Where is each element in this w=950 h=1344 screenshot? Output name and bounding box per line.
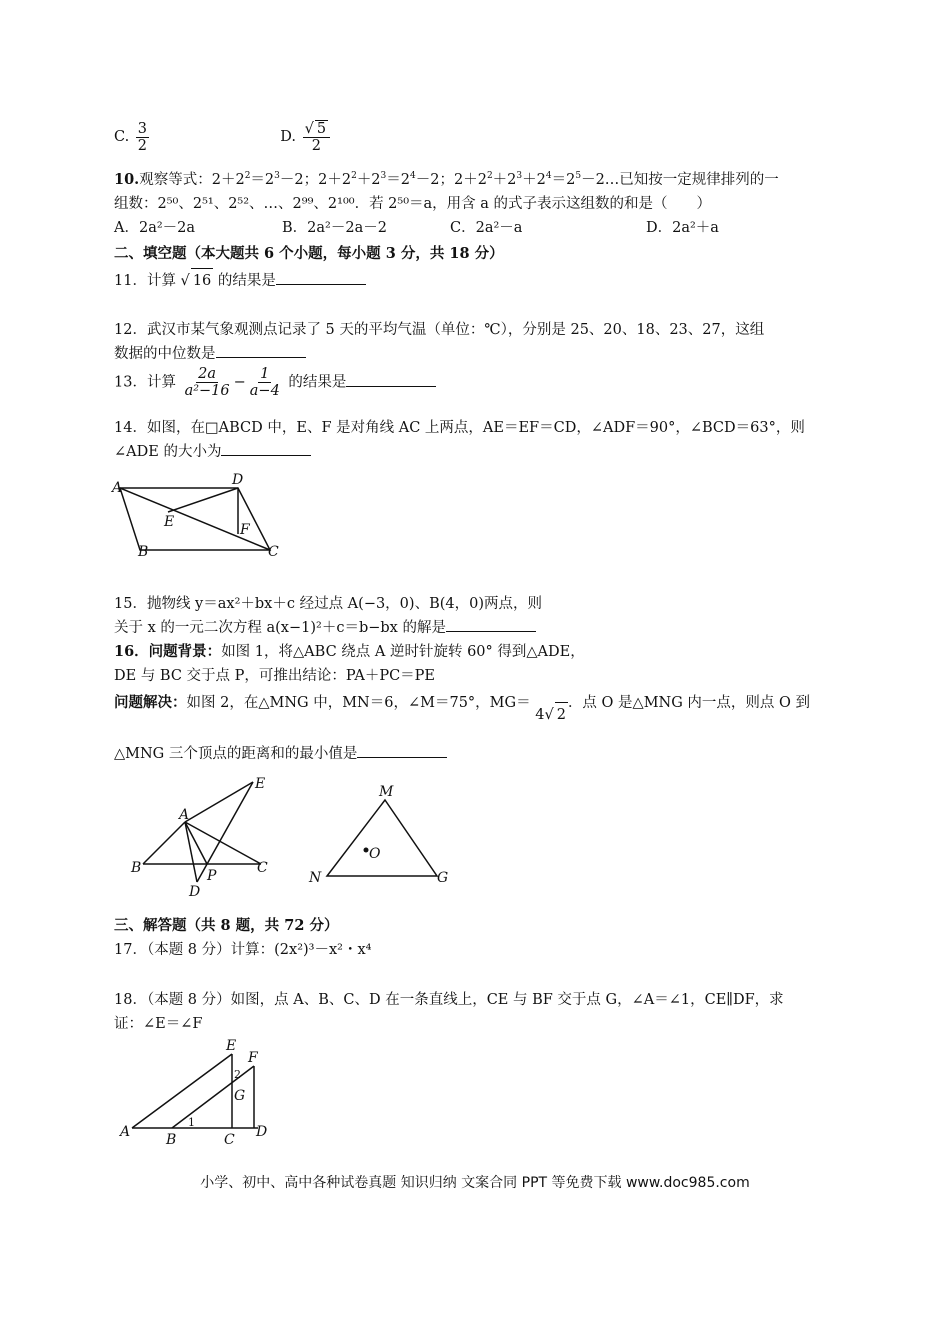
fig18-label-d: D [256,1124,268,1140]
q10-option-a: A．2a²－2a [114,220,196,236]
fig16-label-m: M [379,784,394,800]
q18-line1: 18．（本题 8 分）如图，点 A、B、C、D 在一条直线上，CE 与 BF 交于点 G，∠A＝∠1，CE∥DF，求 [114,992,784,1008]
option-d-fraction: $\frac{√ 5}{2}$ [303,120,330,154]
page-footer: 小学、初中、高中各种试卷真题 知识归纳 文案合同 PPT 等免费下载 www.doc985.com [200,1175,750,1191]
q16-solve: 问题解决：如图 2，在△MNG 中，MN＝6，∠M＝75°，MG＝ 4√ 2．点 O 是△MNG 内一点，则点 O 到 [114,690,844,730]
q14-line1: 14．如图，在□ABCD 中，E、F 是对角线 AC 上两点，AE＝EF＝CD，∠ADF＝90°，∠BCD＝63°，则 [114,420,805,436]
fig16-label-o: O [369,846,381,862]
fig18-label-2: 2 [234,1068,241,1081]
q13-answer-blank[interactable] [346,372,436,387]
q16-figure-1 [125,772,285,900]
fig14-label-d: D [232,472,244,488]
fig16-label-e: E [255,776,266,792]
q12-line2: 数据的中位数是 [114,342,844,366]
option-d-label: D. [280,129,296,145]
fig16-label-p: P [207,868,217,884]
q17: 17．（本题 8 分）计算：(2x²)³－x²・x⁴ [114,942,372,958]
fig16-label-a: A [179,807,190,823]
fig16-label-d: D [189,884,201,900]
q18-line2: 证：∠E＝∠F [114,1016,203,1032]
option-c-fraction: $\frac{3}{2}$ [137,120,148,154]
q11-answer-blank[interactable] [276,270,366,285]
q16-line3: △MNG 三个顶点的距离和的最小值是 [114,742,844,766]
fig18-label-f: F [248,1050,258,1066]
fig16-label-n: N [309,870,322,886]
q14-line2: ∠ADE 的大小为 [114,440,844,464]
fig16-label-g: G [437,870,449,886]
q10-option-c: C．2a²－a [450,220,523,236]
q10-option-d: D．2a²＋a [646,220,719,236]
fig18-label-g: G [234,1088,246,1104]
fig14-label-c: C [268,544,279,560]
fig14-label-b: B [138,544,149,560]
q16-answer-blank[interactable] [357,743,447,758]
q16-background: 16．问题背景：如图 1，将△ABC 绕点 A 逆时针旋转 60° 得到△ADE， [114,643,585,660]
q16-figure-2 [305,780,455,890]
fig18-label-c: C [224,1132,235,1148]
q14-answer-blank[interactable] [221,441,311,456]
option-c-label: C. [114,129,130,145]
section-2-heading: 二、填空题（本大题共 6 个小题，每小题 3 分，共 18 分） [114,245,504,262]
fig14-label-e: E [164,514,175,530]
q10-line1: 10.观察等式：$2+2^2=2^3-2$；$2+2^2+2^3=2^4-2$；$2+2^2+2^3+2^4=2^5-2\dots$已知按一定规律排列的一 [114,171,779,188]
q15-line1: 15．抛物线 y＝ax²＋bx＋c 经过点 A(−3，0)、B(4，0)两点，则 [114,596,542,612]
q13: 13．计算 $\frac{2a}{\text{a²−16}}$ − $\frac{1}{a-4}$ 的结果是 [114,366,844,410]
fig18-label-a: A [120,1124,131,1140]
q16-background-line2: DE 与 BC 交于点 P，可推出结论：PA＋PC＝PE [114,668,436,684]
fig14-label-f: F [240,522,250,538]
q10-line2: 组数：2⁵⁰、2⁵¹、2⁵²、…、2⁹⁹、2¹⁰⁰．若 2⁵⁰＝a，用含 a 的式子表示这组数的和是（ ） [114,196,712,212]
q12-answer-blank[interactable] [216,343,306,358]
fig18-label-e: E [226,1038,237,1054]
q15-line2: 关于 x 的一元二次方程 a(x−1)²＋c＝b−bx 的解是 [114,616,844,640]
q10-options [114,216,844,240]
q14-parallelogram-figure [110,466,310,576]
fig14-label-a: A [112,480,123,496]
q11: 11．计算 √ 16 的结果是 [114,268,844,293]
q10-option-b: B．2a²－2a－2 [282,220,387,236]
fig16-label-c: C [257,860,268,876]
q15-answer-blank[interactable] [446,617,536,632]
q18-figure [118,1038,278,1148]
fig18-label-1: 1 [188,1116,195,1129]
section-3-heading: 三、解答题（共 8 题，共 72 分） [114,917,339,934]
q9-options [114,120,844,166]
fig18-label-b: B [166,1132,177,1148]
q12-line1: 12．武汉市某气象观测点记录了 5 天的平均气温（单位：℃），分别是 25、20、18、23、27，这组 [114,322,765,338]
fig16-label-b: B [131,860,142,876]
